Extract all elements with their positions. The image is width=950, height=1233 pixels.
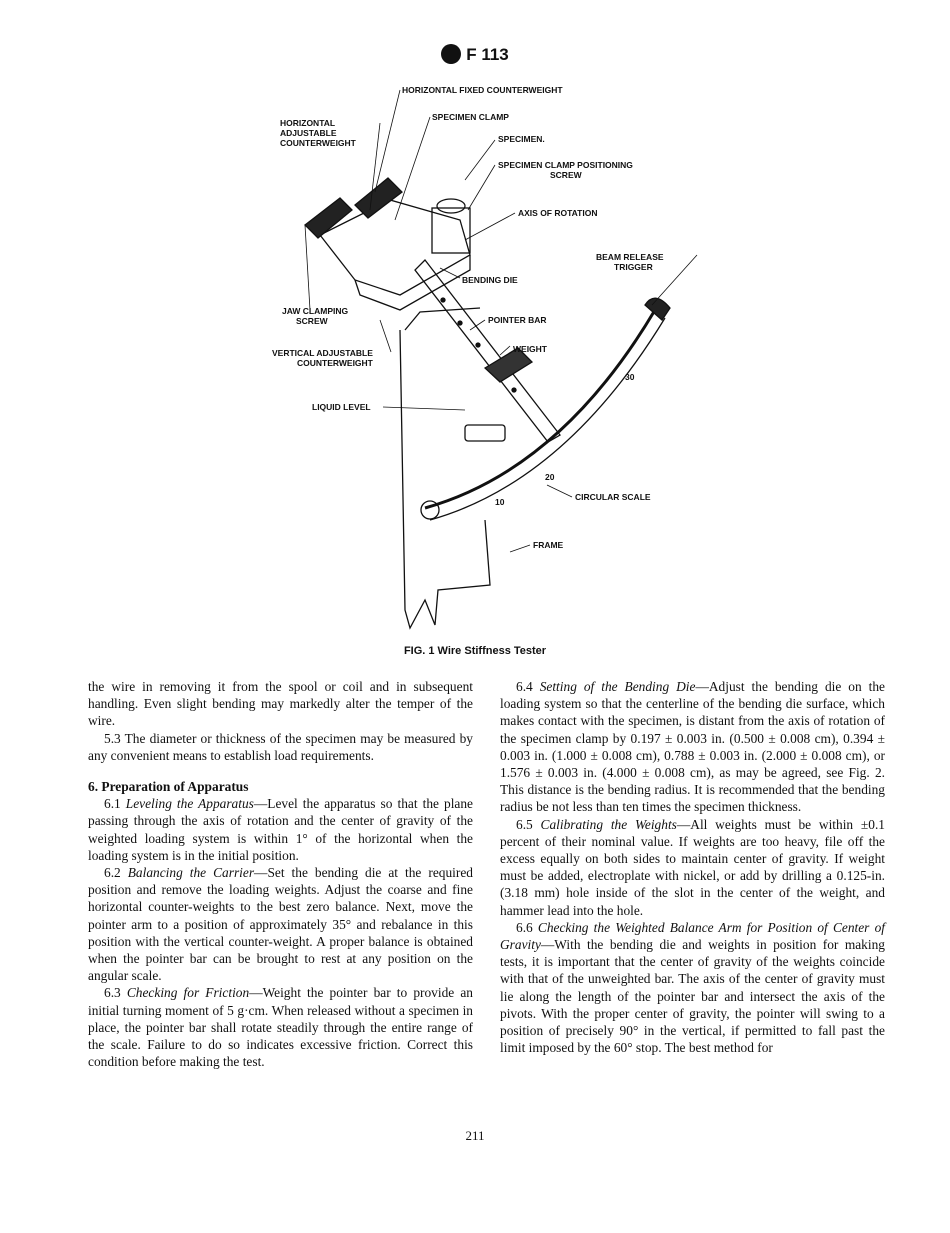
horizontal-fixed-counterweight: [355, 178, 402, 218]
label-specimen-clamp: SPECIMEN CLAMP: [432, 112, 509, 122]
beam-release-trigger: [645, 298, 670, 320]
paragraph-continued: the wire in removing it from the spool or coil and in subsequent handling. Even slight bending may markedly alter the temper of the wire.: [88, 679, 473, 729]
wire-stiffness-tester-figure: [260, 80, 700, 650]
paragraph-6-1: 6.1 Leveling the Apparatus—Level the apparatus so that the plane passing through the axis of rotation and the center of gravity of the weighted loading system is within 1° of the horizontal when the loading system is in the initial position.: [88, 796, 473, 863]
label-horizontal-fixed-counterweight: HORIZONTAL FIXED COUNTERWEIGHT: [402, 85, 563, 95]
specimen-clamp-block: [432, 208, 470, 253]
figure-caption: FIG. 1 Wire Stiffness Tester: [403, 645, 547, 657]
label-liquid-level: LIQUID LEVEL: [312, 402, 371, 412]
label-jaw-clamping-1: JAW CLAMPING: [282, 306, 349, 316]
paragraph-6-2: 6.2 Balancing the Carrier—Set the bending die at the required position and remove the loading weights. Adjust the coarse and fine horizontal counter-weights to the best zero balance. Next, move the pointer arm to a position of approximately 35° and rebalance in this position with the vertical counter-weight. A proper balance is obtained when the pointer bar can be brought to rest at any position on the angular scale.: [88, 865, 473, 984]
right-column: [500, 678, 885, 1056]
label-axis-of-rotation: AXIS OF ROTATION: [518, 208, 598, 218]
paragraph-5-3: 5.3 The diameter or thickness of the specimen may be measured by any convenient means to establish load requirements.: [88, 730, 473, 763]
label-beam-release-1: BEAM RELEASE: [596, 252, 664, 262]
label-positioning-screw-2: SCREW: [550, 170, 582, 180]
label-horizontal-adjustable-2: ADJUSTABLE: [280, 128, 337, 138]
page-number: 211: [465, 1128, 485, 1143]
horizontal-adjustable-counterweight: [305, 198, 352, 238]
scale-tick-10: 10: [495, 497, 505, 507]
label-frame: FRAME: [533, 540, 564, 550]
scale-tick-20: 20: [545, 472, 555, 482]
designation: F 113: [466, 45, 509, 64]
label-circular-scale: CIRCULAR SCALE: [575, 492, 651, 502]
section-heading: 6. Preparation of Apparatus: [88, 779, 249, 795]
paragraph-6-6: 6.6 Checking the Weighted Balance Arm for Position of Center of Gravity—With the bending die and weights in position for making tests, it is important that the center of gravity of the weights coincide with that of the unweighted bar. The axis of the center of gravity must lie along the length of the pointer bar and intersect the axis of the pivots. With the proper center of gravity, the pointer will swing to a position of precisely 90° in the vertical, if permitted to fall past the limit imposed by the 60° stop. The best method for: [500, 919, 885, 1056]
paragraph-6-3: 6.3 Checking for Friction—Weight the pointer bar to provide an initial turning moment of 5 g·cm. When released without a specimen in place, the pointer bar shall rotate steadily through the entire range of the scale. Failure to do so indicates excessive friction. Correct this condition before making the test.: [88, 985, 473, 1070]
liquid-level: [465, 425, 505, 441]
label-pointer-bar: POINTER BAR: [488, 315, 547, 325]
astm-logo-icon: [441, 44, 461, 64]
scale-tick-30: 30: [625, 372, 635, 382]
label-beam-release-2: TRIGGER: [614, 262, 653, 272]
left-column: [88, 678, 473, 1070]
label-horizontal-adjustable-3: COUNTERWEIGHT: [280, 138, 356, 148]
label-horizontal-adjustable-1: HORIZONTAL: [280, 118, 336, 128]
page-header: [0, 44, 950, 65]
label-weight: WEIGHT: [513, 344, 547, 354]
label-jaw-clamping-2: SCREW: [296, 316, 328, 326]
label-vertical-adjustable-1: VERTICAL ADJUSTABLE: [272, 348, 373, 358]
paragraph-6-4: 6.4 Setting of the Bending Die—Adjust the bending die on the loading system so that the centerline of the bending die surface, which makes contact with the specimen, is distant from the axis of rotation of the specimen clamp by 0.197 ± 0.003 in. (0.500 ± 0.008 cm), 0.394 ± 0.003 in. (1.000 ± 0.008 cm), 0.788 ± 0.003 in. (2.000 ± 0.008 cm), or 1.576 ± 0.003 in. (4.000 ± 0.008 cm), as may be agreed, see Fig. 2. This distance is the bending radius. It is recommended that the bending radius be not less than ten times the specimen thickness.: [500, 679, 885, 815]
label-specimen: SPECIMEN.: [498, 134, 545, 144]
label-positioning-screw-1: SPECIMEN CLAMP POSITIONING: [498, 160, 633, 170]
label-vertical-adjustable-2: COUNTERWEIGHT: [297, 358, 373, 368]
paragraph-6-5: 6.5 Calibrating the Weights—All weights must be within ±0.1 percent of their nominal value. If weights are too heavy, file off the excess equally on both sides to maintain center of gravity. If weight must be added, electroplate with nickel, or add by drilling a 0.125-in. (3.18 mm) hole inside of the slot in the center of the weight, and hammer lead into the hole.: [500, 816, 885, 918]
frame-outline: [400, 330, 490, 628]
label-bending-die: BENDING DIE: [462, 275, 518, 285]
